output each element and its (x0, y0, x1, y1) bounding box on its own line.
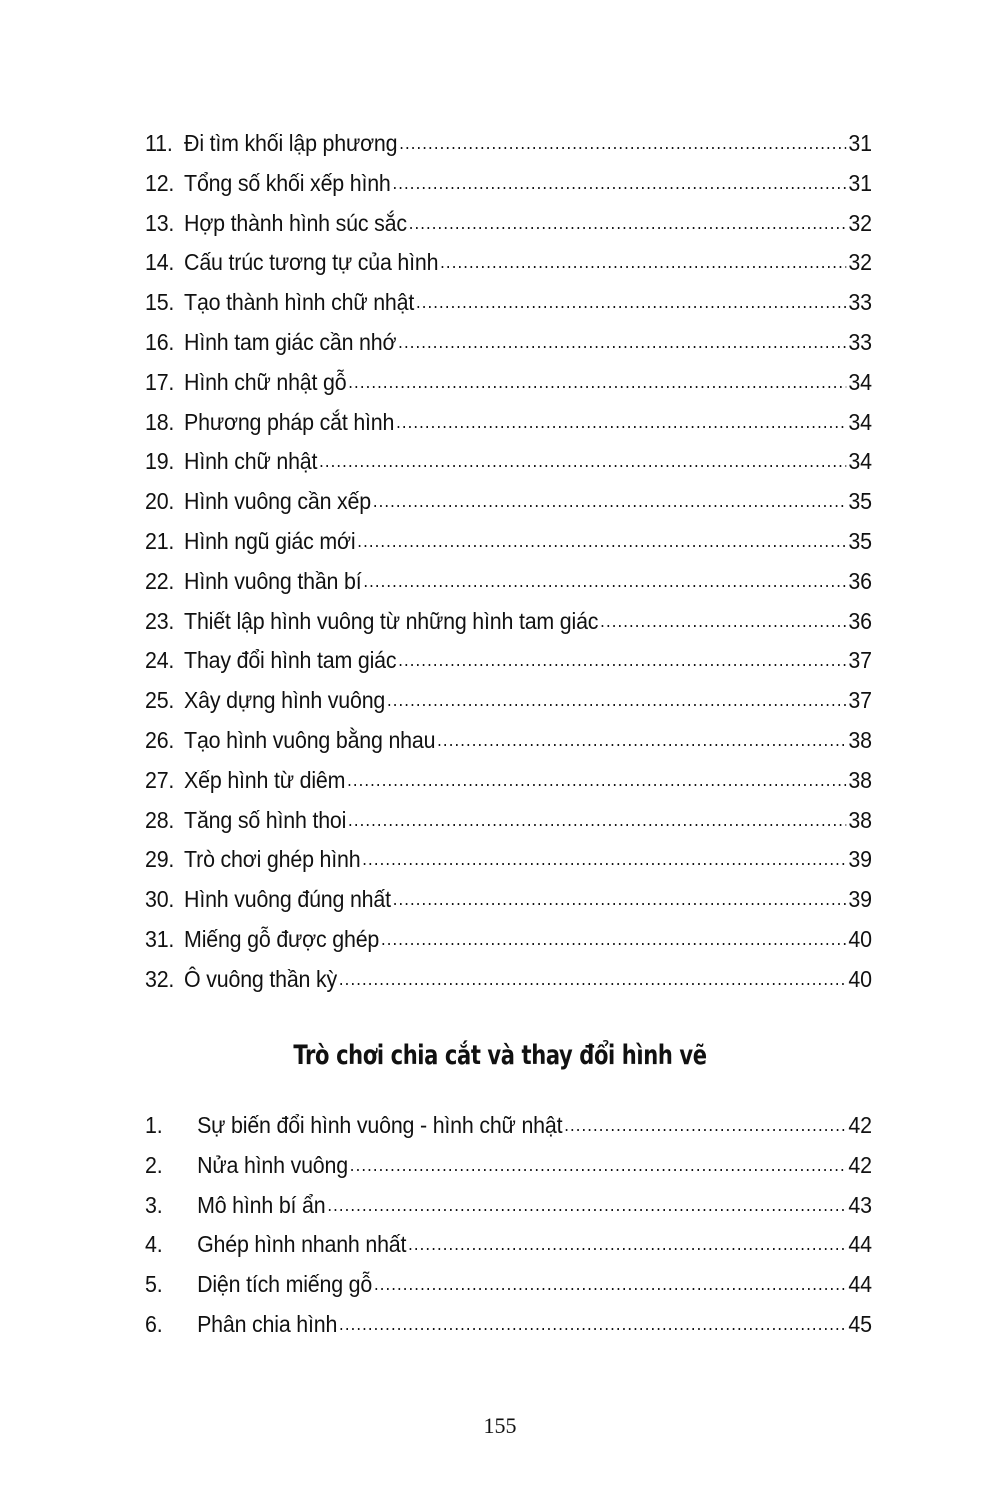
toc-entry-number: 18. (145, 408, 175, 435)
toc-entry-number: 14. (145, 249, 175, 276)
toc-entry (145, 448, 872, 488)
toc-leader-dots (327, 1190, 846, 1217)
toc-entry (145, 1271, 872, 1311)
toc-entry-number: 4. (145, 1231, 163, 1258)
toc-leader-dots (357, 526, 846, 553)
toc-leader-dots (348, 805, 846, 832)
toc-entry-page: 37 (848, 687, 872, 714)
toc-entry-title: Ô vuông thần kỳ (184, 965, 338, 992)
toc-entry (145, 807, 872, 847)
toc-leader-dots (362, 844, 846, 871)
toc-entry-page: 34 (848, 448, 872, 475)
toc-leader-dots (348, 367, 846, 394)
toc-entry (145, 409, 872, 449)
toc-leader-dots (398, 645, 846, 672)
toc-entry-page: 33 (848, 328, 872, 355)
toc-entry-page: 38 (848, 766, 872, 793)
toc-leader-dots (374, 1269, 847, 1296)
toc-entry-title: Hình chữ nhật (184, 448, 318, 475)
toc-leader-dots (373, 486, 847, 513)
toc-entry-title: Hình vuông thần bí (184, 567, 362, 594)
toc-entry-page: 42 (848, 1151, 872, 1178)
toc-entry-number: 19. (145, 448, 175, 475)
toc-entry-page: 32 (848, 209, 872, 236)
toc-entry-number: 11. (145, 130, 173, 156)
toc-entry-page: 38 (848, 806, 872, 833)
toc-entry-number: 15. (145, 289, 175, 316)
toc-leader-dots (440, 247, 846, 274)
toc-leader-dots (396, 407, 846, 434)
toc-entry-title: Sự biến đổi hình vuông - hình chữ nhật (197, 1112, 563, 1138)
toc-entry-page: 36 (848, 607, 872, 634)
toc-entry-number: 12. (145, 169, 175, 196)
toc-entry-title: Phân chia hình (197, 1310, 338, 1337)
toc-entry-number: 30. (145, 886, 175, 913)
toc-leader-dots (393, 884, 847, 911)
toc-entry-number: 16. (145, 328, 175, 355)
toc-leader-dots (347, 765, 846, 792)
toc-leader-dots (350, 1150, 847, 1177)
toc-entry-title: Tạo thành hình chữ nhật (184, 289, 415, 316)
toc-entry-number: 26. (145, 726, 175, 753)
toc-entry-title: Đi tìm khối lập phương (184, 130, 398, 156)
toc-entry-page: 31 (848, 130, 872, 156)
toc-entry (145, 210, 872, 250)
toc-entry-title: Xây dựng hình vuông (184, 687, 386, 714)
toc-entry (145, 528, 872, 568)
toc-entry (145, 1112, 872, 1152)
toc-entry-number: 23. (145, 607, 175, 634)
toc-entry-number: 29. (145, 846, 175, 873)
toc-entry (145, 966, 872, 1006)
toc-entry-page: 38 (848, 726, 872, 753)
toc-leader-dots (399, 128, 846, 155)
toc-leader-dots (437, 725, 846, 752)
toc-entry-number: 17. (145, 368, 175, 395)
toc-entry-title: Hình vuông đúng nhất (184, 886, 391, 913)
toc-entry (145, 369, 872, 409)
toc-entry-page: 40 (848, 925, 872, 952)
toc-entry-page: 35 (848, 527, 872, 554)
toc-entry (145, 1152, 872, 1192)
toc-entry-page: 32 (848, 249, 872, 276)
toc-entry (145, 926, 872, 966)
toc-leader-dots (392, 168, 846, 195)
toc-leader-dots (319, 446, 846, 473)
toc-entry (145, 846, 872, 886)
toc-entry-page: 33 (848, 289, 872, 316)
toc-leader-dots (409, 208, 847, 235)
toc-entry-page: 37 (848, 647, 872, 674)
toc-entry-title: Xếp hình từ diêm (184, 766, 346, 793)
toc-entry-number: 1. (145, 1112, 163, 1138)
toc-entry-number: 21. (145, 527, 175, 554)
toc-entry-page: 40 (848, 965, 872, 992)
toc-entry-number: 13. (145, 209, 175, 236)
toc-entry-number: 20. (145, 488, 175, 515)
toc-entry-page: 34 (848, 368, 872, 395)
toc-entry-page: 44 (848, 1271, 872, 1298)
toc-entry-number: 25. (145, 687, 175, 714)
toc-leader-dots (363, 566, 846, 593)
toc-entry-number: 28. (145, 806, 175, 833)
toc-entry-number: 3. (145, 1191, 163, 1218)
toc-entry (145, 249, 872, 289)
toc-entry-title: Hợp thành hình súc sắc (184, 209, 407, 236)
toc-leader-dots (564, 1110, 846, 1137)
toc-leader-dots (408, 1229, 846, 1256)
toc-entry-number: 24. (145, 647, 175, 674)
toc-entry-number: 5. (145, 1271, 163, 1298)
toc-entry-title: Hình tam giác cần nhớ (184, 328, 397, 355)
toc-entry-title: Ghép hình nhanh nhất (197, 1231, 407, 1258)
toc-entry-title: Thay đổi hình tam giác (184, 647, 397, 674)
toc-entry (145, 767, 872, 807)
toc-entry (145, 488, 872, 528)
toc-entry-title: Trò chơi ghép hình (184, 846, 361, 873)
section-heading: Trò chơi chia cắt và thay đổi hình vẽ (293, 1040, 707, 1071)
toc-entry (145, 130, 872, 170)
toc-entry-number: 31. (145, 925, 175, 952)
toc-leader-dots (387, 685, 847, 712)
toc-entry (145, 568, 872, 608)
toc-leader-dots (416, 287, 847, 314)
toc-entry-title: Nửa hình vuông (197, 1151, 348, 1178)
toc-entry-title: Diện tích miếng gỗ (197, 1271, 373, 1298)
toc-entry-title: Thiết lập hình vuông từ những hình tam giác (184, 607, 599, 634)
toc-leader-dots (339, 964, 847, 991)
toc-entry (145, 647, 872, 687)
toc-entry (145, 1311, 872, 1351)
toc-entry (145, 727, 872, 767)
toc-entry-number: 32. (145, 965, 175, 992)
toc-entry-page: 35 (848, 488, 872, 515)
toc-entry-page: 45 (848, 1310, 872, 1337)
toc-entry-title: Tăng số hình thoi (184, 806, 347, 833)
toc-leader-dots (381, 924, 847, 951)
toc-entry (145, 886, 872, 926)
toc-entry-title: Tổng số khối xếp hình (184, 169, 391, 196)
toc-entry-page: 42 (848, 1112, 872, 1138)
toc-entry-number: 2. (145, 1151, 163, 1178)
toc-entry-title: Tạo hình vuông bằng nhau (184, 726, 436, 753)
toc-leader-dots (600, 606, 846, 633)
toc-entry-title: Phương pháp cắt hình (184, 408, 395, 435)
toc-entry (145, 687, 872, 727)
toc-entry-page: 31 (848, 169, 872, 196)
toc-entry (145, 329, 872, 369)
toc-entry (145, 1192, 872, 1232)
toc-entry-number: 22. (145, 567, 175, 594)
toc-list-part1 (145, 130, 872, 1006)
toc-entry-page: 39 (848, 846, 872, 873)
toc-list-part2 (145, 1112, 872, 1351)
toc-entry (145, 170, 872, 210)
toc-entry-title: Mô hình bí ẩn (197, 1191, 326, 1218)
toc-entry-page: 44 (848, 1231, 872, 1258)
toc-entry-page: 39 (848, 886, 872, 913)
toc-leader-dots (339, 1309, 846, 1336)
toc-entry-page: 34 (848, 408, 872, 435)
toc-entry-page: 36 (848, 567, 872, 594)
page-number: 155 (483, 1413, 517, 1438)
toc-entry (145, 1231, 872, 1271)
toc-entry-number: 6. (145, 1310, 163, 1337)
toc-entry-title: Cấu trúc tương tự của hình (184, 249, 439, 276)
toc-entry-title: Hình chữ nhật gỗ (184, 368, 347, 395)
toc-entry (145, 289, 872, 329)
toc-entry (145, 608, 872, 648)
toc-entry-title: Hình ngũ giác mới (184, 527, 356, 554)
toc-leader-dots (398, 327, 846, 354)
toc-entry-title: Hình vuông cần xếp (184, 488, 371, 515)
toc-entry-title: Miếng gỗ được ghép (184, 925, 380, 952)
toc-entry-page: 43 (848, 1191, 872, 1218)
toc-entry-number: 27. (145, 766, 175, 793)
